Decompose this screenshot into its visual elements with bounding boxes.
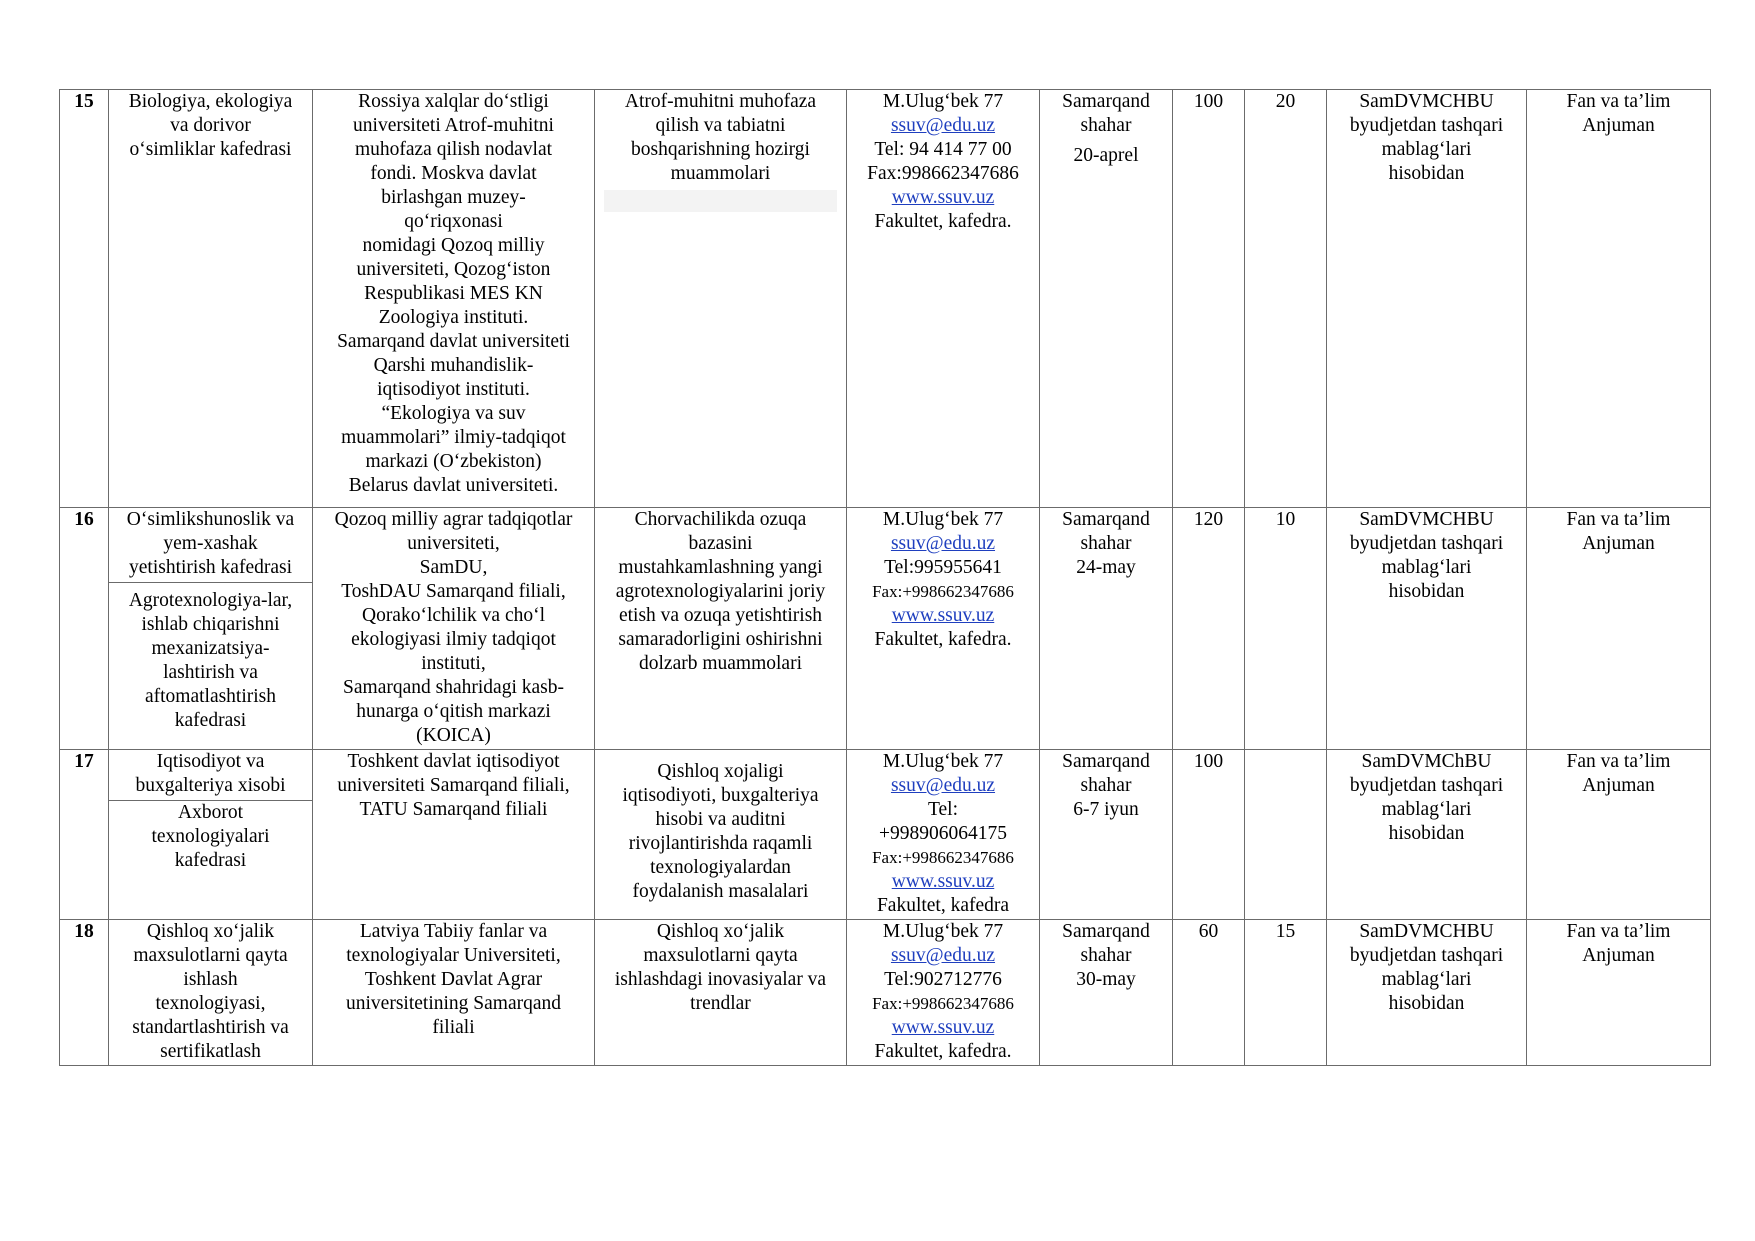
location-date-cell [1040, 508, 1173, 750]
partners-line: TATU Samarqand filiali [359, 799, 548, 820]
email-link[interactable]: ssuv@edu.uz [890, 533, 996, 554]
participants-cell: 100 [1173, 90, 1245, 508]
event-type-line: Fan va ta’lim [1566, 921, 1671, 942]
topic-cell [595, 508, 847, 750]
topic-line: etish va ozuqa yetishtirish [618, 605, 823, 626]
department-line: aftomatlashtirish [144, 685, 277, 707]
partners-cell [313, 750, 595, 920]
department-line: Agrotexnologiya-lar, [128, 589, 293, 611]
topic-line: Qishloq xo‘jalik [656, 921, 785, 942]
funding-cell [1327, 90, 1527, 508]
email-link[interactable]: ssuv@edu.uz [890, 945, 996, 966]
partners-line: universiteti, Qozog‘iston [356, 259, 551, 280]
partners-line: Toshkent Davlat Agrar [364, 969, 543, 990]
contact-cell [847, 508, 1040, 750]
topic-line: iqtisodiyoti, buxgalteriya [622, 785, 819, 806]
department-line: Biologiya, ekologiya [128, 91, 293, 112]
funding-line: mablag‘lari [1381, 557, 1472, 578]
department-line: Qishloq xo‘jalik [146, 921, 275, 942]
department-line: lashtirish va [163, 661, 258, 683]
partners-cell [313, 90, 595, 508]
event-date: 30-may [1076, 969, 1136, 990]
department-line: ishlash [183, 969, 238, 990]
department-line: o‘simliklar kafedrasi [129, 139, 292, 160]
table-row [60, 920, 1711, 1066]
partners-line: Belarus davlat universiteti. [348, 475, 559, 496]
department-line: mexanizatsiya- [151, 637, 270, 659]
contact-cell [847, 920, 1040, 1066]
funding-cell [1327, 920, 1527, 1066]
row-number: 16 [60, 508, 109, 750]
location-line: shahar [1080, 533, 1132, 554]
department-line: texnologiyasi, [155, 993, 266, 1014]
contact-fax: Fax:998662347686 [867, 163, 1019, 184]
partners-line: hunarga o‘qitish markazi [356, 701, 551, 722]
department-line: O‘simlikshunoslik va [126, 509, 295, 530]
contact-fax: Fax:+998662347686 [872, 848, 1014, 867]
funding-line: SamDVMCHBU [1359, 921, 1494, 942]
funding-line: hisobidan [1388, 581, 1465, 602]
contact-address: M.Ulug‘bek 77 [882, 751, 1004, 772]
partners-cell [313, 920, 595, 1066]
contact-place: Fakultet, kafedra. [874, 211, 1012, 232]
partners-line: Latviya Tabiiy fanlar va [359, 921, 548, 942]
location-line: shahar [1080, 775, 1132, 796]
partners-line: universitetining Samarqand [346, 993, 561, 1014]
event-type-line: Anjuman [1582, 533, 1655, 554]
funding-line: SamDVMCHBU [1359, 91, 1494, 112]
event-type-line: Fan va ta’lim [1566, 91, 1671, 112]
partners-line: universiteti, [407, 533, 500, 554]
website-link[interactable]: www.ssuv.uz [891, 871, 995, 892]
event-date: 24-may [1076, 557, 1136, 578]
partners-line: filiali [432, 1017, 475, 1038]
email-link[interactable]: ssuv@edu.uz [890, 115, 996, 136]
foreign-participants-cell: 10 [1245, 508, 1327, 750]
department-line: buxgalteriya xisobi [135, 775, 286, 796]
table-row [60, 508, 1711, 583]
funding-line: hisobidan [1388, 823, 1465, 844]
funding-line: SamDVMCHBU [1359, 509, 1494, 530]
foreign-participants-cell: 20 [1245, 90, 1327, 508]
partners-line: iqtisodiyot instituti. [377, 379, 530, 400]
contact-address: M.Ulug‘bek 77 [882, 921, 1004, 942]
participants-cell: 120 [1173, 508, 1245, 750]
event-type-line: Anjuman [1582, 775, 1655, 796]
topic-line: boshqarishning hozirgi [631, 139, 810, 160]
department-cell [109, 800, 313, 919]
contact-place: Fakultet, kafedra [876, 895, 1010, 916]
partners-line: SamDU, [419, 557, 488, 578]
event-type-cell [1527, 90, 1711, 508]
event-date: 20-aprel [1073, 145, 1139, 166]
topic-line: foydalanish masalalari [632, 881, 809, 902]
topic-line: texnologiyalardan [650, 857, 791, 878]
topic-line: bazasini [688, 533, 753, 554]
partners-line: universiteti Samarqand filiali, [337, 775, 570, 796]
event-type-cell [1527, 750, 1711, 920]
table-row [60, 90, 1711, 508]
department-line: standartlashtirish va [132, 1017, 289, 1038]
participants-cell: 60 [1173, 920, 1245, 1066]
contact-tel: Tel: [927, 799, 959, 820]
topic-line: mustahkamlashning yangi [618, 557, 823, 578]
location-line: shahar [1080, 945, 1132, 966]
location-line: Samarqand [1062, 509, 1150, 530]
department-cell [109, 582, 313, 749]
department-cell [109, 750, 313, 801]
department-cell [109, 920, 313, 1066]
funding-line: byudjetdan tashqari [1349, 945, 1504, 966]
department-line: yetishtirish kafedrasi [129, 557, 292, 578]
location-date-cell [1040, 750, 1173, 920]
contact-place: Fakultet, kafedra. [874, 629, 1012, 650]
funding-cell [1327, 508, 1527, 750]
topic-line: Qishloq xojaligi [657, 761, 784, 782]
website-link[interactable]: www.ssuv.uz [891, 605, 995, 626]
department-line: kafedrasi [174, 849, 247, 871]
partners-line: Qozoq milliy agrar tadqiqotlar [334, 509, 573, 530]
table-row [60, 750, 1711, 801]
event-type-cell [1527, 508, 1711, 750]
location-date-cell [1040, 920, 1173, 1066]
department-line: yem-xashak [163, 533, 258, 554]
shaded-blank-line [604, 190, 837, 212]
topic-line: Atrof-muhitni muhofaza [624, 91, 817, 112]
contact-tel: Tel: 94 414 77 00 [874, 139, 1012, 160]
partners-line: muammolari” ilmiy-tadqiqot [341, 427, 566, 448]
location-line: shahar [1080, 115, 1132, 136]
events-table [59, 89, 1711, 1066]
department-line: texnologiyalari [151, 825, 270, 847]
topic-line: trendlar [690, 993, 751, 1014]
partners-line: universiteti Atrof-muhitni [353, 115, 554, 136]
topic-cell [595, 90, 847, 508]
department-line: va dorivor [170, 115, 251, 136]
funding-line: hisobidan [1388, 163, 1465, 184]
funding-line: SamDVMChBU [1361, 751, 1492, 772]
partners-line: ekologiyasi ilmiy tadqiqot [351, 629, 556, 650]
location-date-cell [1040, 90, 1173, 508]
department-line: sertifikatlash [160, 1041, 261, 1062]
partners-line: Zoologiya instituti. [378, 307, 529, 328]
foreign-participants-cell: 15 [1245, 920, 1327, 1066]
participants-cell: 100 [1173, 750, 1245, 920]
department-line: ishlab chiqarishni [141, 613, 280, 635]
funding-line: mablag‘lari [1381, 799, 1472, 820]
funding-line: byudjetdan tashqari [1349, 115, 1504, 136]
partners-line: nomidagi Qozoq milliy [362, 235, 545, 256]
funding-line: mablag‘lari [1381, 969, 1472, 990]
topic-line: samaradorligini oshirishni [618, 629, 823, 650]
contact-place: Fakultet, kafedra. [874, 1041, 1012, 1062]
partners-line: muhofaza qilish nodavlat [354, 139, 553, 160]
contact-cell [847, 90, 1040, 508]
partners-line: markazi (O‘zbekiston) [365, 451, 542, 472]
row-number: 17 [60, 750, 109, 920]
contact-tel: Tel:902712776 [884, 969, 1002, 990]
row-number: 18 [60, 920, 109, 1066]
contact-tel: Tel:995955641 [884, 557, 1002, 578]
topic-line: hisobi va auditni [655, 809, 786, 830]
partners-line: Rossiya xalqlar do‘stligi [358, 91, 549, 112]
partners-line: Respublikasi MES KN [364, 283, 543, 304]
contact-fax: Fax:+998662347686 [872, 582, 1014, 601]
row-number: 15 [60, 90, 109, 508]
event-type-line: Anjuman [1582, 945, 1655, 966]
partners-line: Samarqand shahridagi kasb- [343, 677, 564, 698]
foreign-participants-cell [1245, 750, 1327, 920]
partners-line: texnologiyalar Universiteti, [346, 945, 561, 966]
location-line: Samarqand [1062, 751, 1150, 772]
topic-line: Chorvachilikda ozuqa [634, 509, 807, 530]
partners-line: instituti, [421, 653, 486, 674]
topic-line: qilish va tabiatni [655, 115, 786, 136]
partners-line: qo‘riqxonasi [404, 211, 503, 232]
event-type-cell [1527, 920, 1711, 1066]
event-date: 6-7 iyun [1073, 799, 1139, 820]
partners-line: Qarshi muhandislik- [373, 355, 534, 376]
website-link[interactable]: www.ssuv.uz [891, 1017, 995, 1038]
partners-line: Qorako‘lchilik va cho‘l [361, 605, 546, 626]
event-type-line: Anjuman [1582, 115, 1655, 136]
partners-line: fondi. Moskva davlat [370, 163, 537, 184]
partners-line: “Ekologiya va suv [381, 403, 526, 424]
partners-line: (KOICA) [416, 725, 491, 746]
topic-line: dolzarb muammolari [639, 653, 802, 674]
department-cell [109, 90, 313, 508]
department-line: Axborot [178, 801, 243, 823]
location-line: Samarqand [1062, 91, 1150, 112]
website-link[interactable]: www.ssuv.uz [891, 187, 995, 208]
funding-line: byudjetdan tashqari [1349, 775, 1504, 796]
funding-line: hisobidan [1388, 993, 1465, 1014]
topic-line: ishlashdagi inovasiyalar va [614, 969, 827, 990]
contact-address: M.Ulug‘bek 77 [882, 509, 1004, 530]
topic-cell [595, 750, 847, 920]
partners-line: ToshDAU Samarqand filiali, [341, 581, 566, 602]
funding-line: mablag‘lari [1381, 139, 1472, 160]
contact-cell [847, 750, 1040, 920]
topic-line: maxsulotlarni qayta [643, 945, 798, 966]
event-type-line: Fan va ta’lim [1566, 751, 1671, 772]
partners-cell [313, 508, 595, 750]
partners-line: Toshkent davlat iqtisodiyot [347, 751, 560, 772]
department-line: maxsulotlarni qayta [133, 945, 288, 966]
partners-line: Samarqand davlat universiteti [337, 331, 570, 352]
contact-fax: Fax:+998662347686 [872, 994, 1014, 1013]
email-link[interactable]: ssuv@edu.uz [890, 775, 996, 796]
contact-address: M.Ulug‘bek 77 [882, 91, 1004, 112]
department-line: kafedrasi [174, 709, 247, 731]
contact-tel-number: +998906064175 [879, 823, 1007, 844]
topic-cell [595, 920, 847, 1066]
funding-line: byudjetdan tashqari [1349, 533, 1504, 554]
funding-cell [1327, 750, 1527, 920]
event-type-line: Fan va ta’lim [1566, 509, 1671, 530]
location-line: Samarqand [1062, 921, 1150, 942]
topic-line: muammolari [670, 163, 771, 184]
department-line: Iqtisodiyot va [156, 751, 265, 772]
topic-line: agrotexnologiyalarini joriy [615, 581, 826, 602]
topic-line: rivojlantirishda raqamli [628, 833, 813, 854]
department-cell [109, 508, 313, 583]
partners-line: birlashgan muzey- [381, 187, 526, 208]
